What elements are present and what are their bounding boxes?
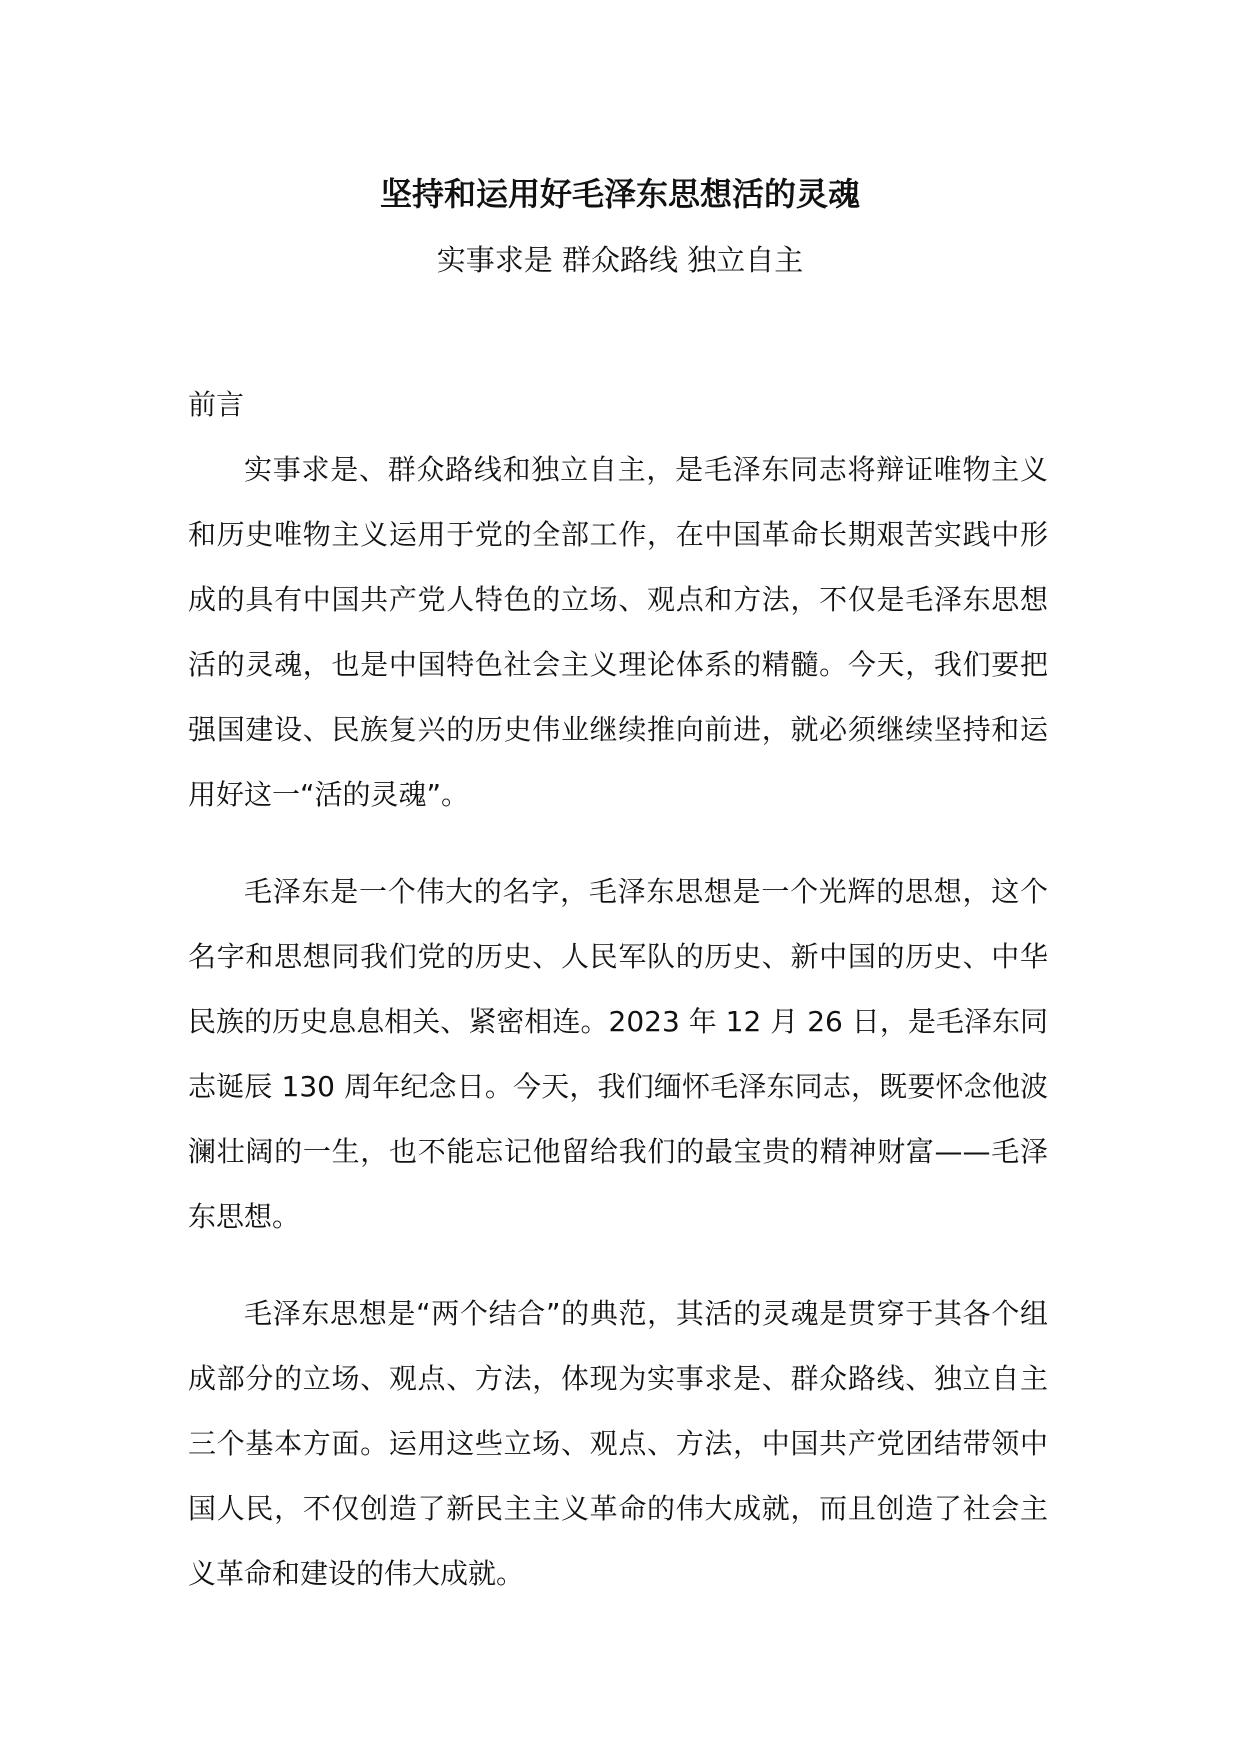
- paragraph-2: 毛泽东是一个伟大的名字，毛泽东思想是一个光辉的思想，这个名字和思想同我们党的历史、人民军队的历史、新中国的历史、中华民族的历史息息相关、紧密相连。2023 年 12 月 26 日，是毛泽东同志诞辰 130 周年纪念日。今天，我们缅怀毛泽东同志，既要怀念他波澜壮阔的一生，也不能忘记他留给我们的最宝贵的精神财富——毛泽东思想。: [188, 875, 1048, 1233]
- section-heading: 前言: [188, 388, 245, 421]
- document-subtitle: 实事求是 群众路线 独立自主: [436, 243, 804, 277]
- document-body: [188, 372, 1048, 1606]
- paragraph-3: 毛泽东思想是“两个结合”的典范，其活的灵魂是贯穿于其各个组成部分的立场、观点、方法，体现为实事求是、群众路线、独立自主三个基本方面。运用这些立场、观点、方法，中国共产党团结带领中国人民，不仅创造了新民主主义革命的伟大成就，而且创造了社会主义革命和建设的伟大成就。: [188, 1297, 1048, 1590]
- paragraph-1: 实事求是、群众路线和独立自主，是毛泽东同志将辩证唯物主义和历史唯物主义运用于党的全部工作，在中国革命长期艰苦实践中形成的具有中国共产党人特色的立场、观点和方法，不仅是毛泽东思想活的灵魂，也是中国特色社会主义理论体系的精髓。今天，我们要把强国建设、民族复兴的历史伟业继续推向前进，就必须继续坚持和运用好这一“活的灵魂”。: [188, 453, 1048, 811]
- document-title: 坚持和运用好毛泽东思想活的灵魂: [379, 175, 860, 213]
